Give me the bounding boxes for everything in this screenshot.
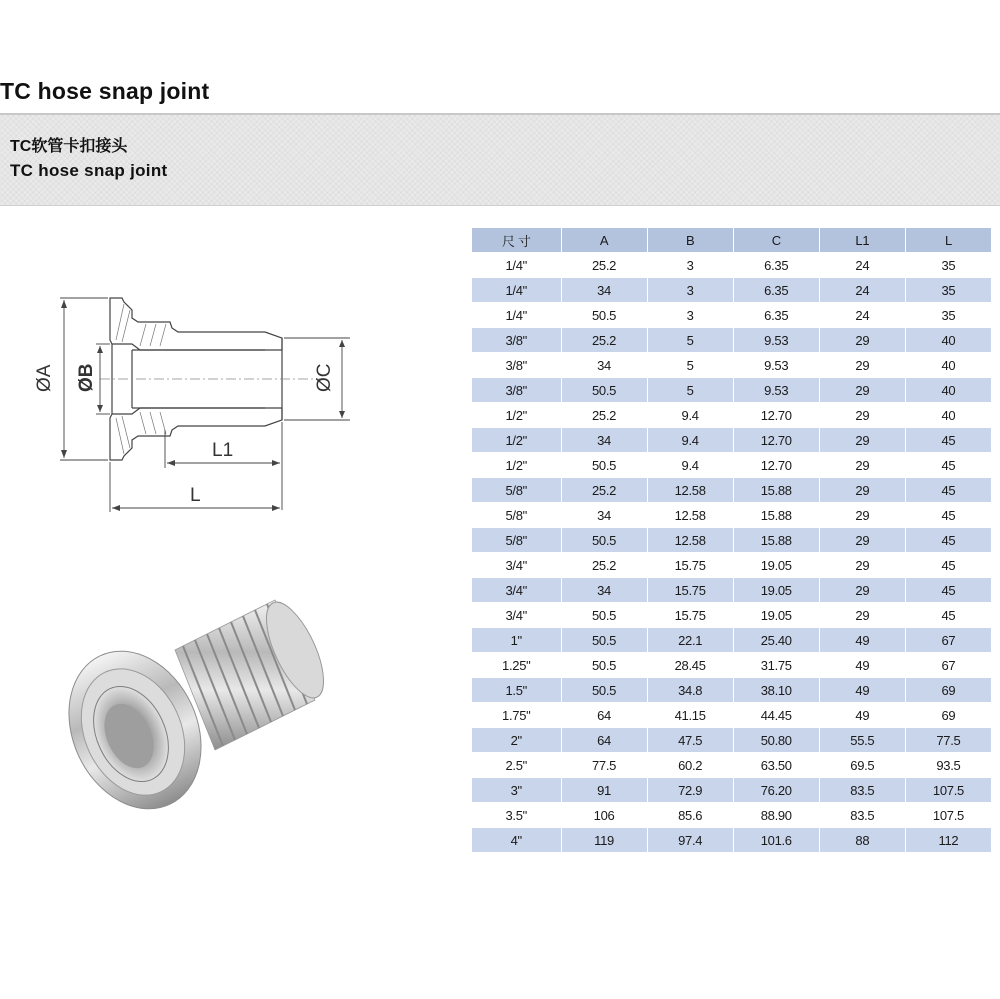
table-cell: 45 [905, 603, 991, 628]
table-cell: 44.45 [733, 703, 819, 728]
table-cell: 40 [905, 403, 991, 428]
table-cell: 45 [905, 503, 991, 528]
table-row [472, 478, 992, 503]
subtitle-band [0, 115, 1000, 205]
table-row [472, 828, 992, 853]
table-cell: 12.58 [647, 503, 733, 528]
table-cell: 35 [905, 253, 991, 278]
table-cell: 63.50 [733, 753, 819, 778]
table-cell: 50.5 [561, 678, 647, 703]
table-header-row [472, 228, 992, 253]
table-cell: 31.75 [733, 653, 819, 678]
table-cell: 41.15 [647, 703, 733, 728]
table-cell: 107.5 [905, 778, 991, 803]
subtitle-english: TC hose snap joint [10, 161, 168, 180]
table-cell: 34 [561, 353, 647, 378]
table-cell: 34 [561, 578, 647, 603]
table-cell: 5 [647, 328, 733, 353]
table-cell: 49 [819, 703, 905, 728]
table-row [472, 728, 992, 753]
table-cell: 12.58 [647, 478, 733, 503]
table-cell: 29 [819, 553, 905, 578]
product-photo [55, 580, 325, 820]
table-cell: 40 [905, 328, 991, 353]
table-cell: 25.2 [561, 403, 647, 428]
table-cell: 50.5 [561, 528, 647, 553]
table-cell: 15.75 [647, 578, 733, 603]
table-cell: 5/8" [472, 478, 561, 503]
table-cell: 3/4" [472, 578, 561, 603]
table-cell: 45 [905, 428, 991, 453]
table-cell: 15.88 [733, 478, 819, 503]
table-cell: 112 [905, 828, 991, 853]
table-cell: 49 [819, 678, 905, 703]
table-cell: 29 [819, 528, 905, 553]
table-cell: 3/8" [472, 353, 561, 378]
label-phi-b: ØB [76, 363, 97, 392]
table-cell: 1.75" [472, 703, 561, 728]
table-cell: 97.4 [647, 828, 733, 853]
table-cell: 50.5 [561, 453, 647, 478]
table-cell: 29 [819, 503, 905, 528]
table-row [472, 753, 992, 778]
table-cell: 1.5" [472, 678, 561, 703]
table-cell: 88.90 [733, 803, 819, 828]
table-cell: 77.5 [561, 753, 647, 778]
table-cell: 29 [819, 353, 905, 378]
header-l: L [905, 228, 991, 253]
table-cell: 3 [647, 278, 733, 303]
table-row [472, 403, 992, 428]
table-cell: 1" [472, 628, 561, 653]
table-row [472, 453, 992, 478]
table-cell: 45 [905, 478, 991, 503]
table-cell: 19.05 [733, 553, 819, 578]
table-row [472, 703, 992, 728]
table-cell: 24 [819, 253, 905, 278]
table-cell: 15.88 [733, 503, 819, 528]
table-cell: 1/2" [472, 403, 561, 428]
table-cell: 25.2 [561, 253, 647, 278]
table-cell: 25.40 [733, 628, 819, 653]
table-cell: 119 [561, 828, 647, 853]
band-divider [0, 205, 1000, 206]
table-cell: 1.25" [472, 653, 561, 678]
table-row [472, 778, 992, 803]
table-cell: 45 [905, 453, 991, 478]
table-cell: 91 [561, 778, 647, 803]
table-cell: 106 [561, 803, 647, 828]
table-row [472, 603, 992, 628]
header-size: 尺 寸 [472, 228, 561, 253]
table-cell: 25.2 [561, 553, 647, 578]
table-cell: 9.53 [733, 328, 819, 353]
table-cell: 101.6 [733, 828, 819, 853]
technical-drawing [20, 280, 360, 520]
table-cell: 3/8" [472, 328, 561, 353]
label-l: L [190, 485, 201, 506]
table-cell: 5 [647, 353, 733, 378]
table-row [472, 653, 992, 678]
page-title: TC hose snap joint [0, 78, 210, 104]
table-cell: 24 [819, 303, 905, 328]
table-cell: 83.5 [819, 803, 905, 828]
table-cell: 88 [819, 828, 905, 853]
table-cell: 29 [819, 478, 905, 503]
table-cell: 29 [819, 428, 905, 453]
table-cell: 5 [647, 378, 733, 403]
table-cell: 6.35 [733, 303, 819, 328]
table-cell: 28.45 [647, 653, 733, 678]
table-cell: 93.5 [905, 753, 991, 778]
table-cell: 2.5" [472, 753, 561, 778]
table-cell: 45 [905, 528, 991, 553]
table-cell: 1/4" [472, 253, 561, 278]
table-cell: 83.5 [819, 778, 905, 803]
table-cell: 60.2 [647, 753, 733, 778]
label-phi-a: ØA [34, 364, 55, 392]
table-row [472, 628, 992, 653]
table-cell: 55.5 [819, 728, 905, 753]
table-cell: 25.2 [561, 328, 647, 353]
table-cell: 29 [819, 378, 905, 403]
table-cell: 29 [819, 328, 905, 353]
table-cell: 40 [905, 353, 991, 378]
table-cell: 50.80 [733, 728, 819, 753]
table-cell: 12.70 [733, 428, 819, 453]
table-cell: 49 [819, 628, 905, 653]
table-cell: 29 [819, 578, 905, 603]
table-cell: 69 [905, 703, 991, 728]
table-row [472, 578, 992, 603]
header-l1: L1 [819, 228, 905, 253]
table-cell: 5/8" [472, 528, 561, 553]
table-cell: 34 [561, 503, 647, 528]
table-cell: 64 [561, 703, 647, 728]
table-cell: 1/4" [472, 278, 561, 303]
table-cell: 4" [472, 828, 561, 853]
table-row [472, 353, 992, 378]
table-cell: 24 [819, 278, 905, 303]
table-cell: 40 [905, 378, 991, 403]
table-cell: 3/4" [472, 603, 561, 628]
table-cell: 77.5 [905, 728, 991, 753]
table-cell: 29 [819, 603, 905, 628]
table-cell: 12.70 [733, 403, 819, 428]
table-cell: 50.5 [561, 378, 647, 403]
table-cell: 15.75 [647, 603, 733, 628]
table-cell: 47.5 [647, 728, 733, 753]
spec-table [472, 228, 992, 853]
table-cell: 29 [819, 453, 905, 478]
table-cell: 76.20 [733, 778, 819, 803]
table-cell: 3.5" [472, 803, 561, 828]
table-cell: 107.5 [905, 803, 991, 828]
profile-bottom-outline [110, 408, 282, 460]
table-cell: 69 [905, 678, 991, 703]
table-cell: 12.58 [647, 528, 733, 553]
table-cell: 15.75 [647, 553, 733, 578]
table-cell: 35 [905, 303, 991, 328]
table-cell: 34 [561, 428, 647, 453]
table-row [472, 803, 992, 828]
table-cell: 12.70 [733, 453, 819, 478]
table-cell: 38.10 [733, 678, 819, 703]
table-row [472, 678, 992, 703]
table-cell: 15.88 [733, 528, 819, 553]
table-row [472, 378, 992, 403]
header-a: A [561, 228, 647, 253]
table-cell: 1/2" [472, 453, 561, 478]
table-row [472, 328, 992, 353]
table-row [472, 528, 992, 553]
table-cell: 25.2 [561, 478, 647, 503]
table-cell: 3" [472, 778, 561, 803]
table-cell: 9.53 [733, 353, 819, 378]
table-row [472, 553, 992, 578]
table-cell: 67 [905, 628, 991, 653]
photo-watermark: valve [220, 740, 276, 765]
table-body [472, 253, 992, 853]
table-cell: 69.5 [819, 753, 905, 778]
table-cell: 3/4" [472, 553, 561, 578]
table-cell: 6.35 [733, 278, 819, 303]
header-c: C [733, 228, 819, 253]
table-cell: 34 [561, 278, 647, 303]
table-cell: 5/8" [472, 503, 561, 528]
table-cell: 6.35 [733, 253, 819, 278]
table-row [472, 303, 992, 328]
table-row [472, 503, 992, 528]
table-cell: 67 [905, 653, 991, 678]
table-cell: 3 [647, 303, 733, 328]
table-cell: 1/2" [472, 428, 561, 453]
table-cell: 50.5 [561, 628, 647, 653]
table-cell: 35 [905, 278, 991, 303]
table-cell: 3 [647, 253, 733, 278]
profile-top-outline [110, 298, 282, 350]
subtitle-chinese: TC软管卡扣接头 [10, 138, 128, 155]
table-cell: 9.53 [733, 378, 819, 403]
label-phi-c: ØC [314, 363, 335, 392]
table-cell: 29 [819, 403, 905, 428]
header-b: B [647, 228, 733, 253]
table-cell: 3/8" [472, 378, 561, 403]
table-cell: 50.5 [561, 603, 647, 628]
table-cell: 45 [905, 553, 991, 578]
table-cell: 34.8 [647, 678, 733, 703]
table-cell: 19.05 [733, 578, 819, 603]
label-l1: L1 [212, 440, 234, 461]
table-cell: 49 [819, 653, 905, 678]
table-cell: 50.5 [561, 303, 647, 328]
table-cell: 45 [905, 578, 991, 603]
table-row [472, 278, 992, 303]
table-cell: 50.5 [561, 653, 647, 678]
table-cell: 22.1 [647, 628, 733, 653]
table-cell: 9.4 [647, 428, 733, 453]
table-cell: 19.05 [733, 603, 819, 628]
table-row [472, 253, 992, 278]
table-cell: 2" [472, 728, 561, 753]
table-cell: 85.6 [647, 803, 733, 828]
table-cell: 1/4" [472, 303, 561, 328]
table-cell: 64 [561, 728, 647, 753]
table-row [472, 428, 992, 453]
table-cell: 72.9 [647, 778, 733, 803]
table-cell: 9.4 [647, 453, 733, 478]
table-cell: 9.4 [647, 403, 733, 428]
